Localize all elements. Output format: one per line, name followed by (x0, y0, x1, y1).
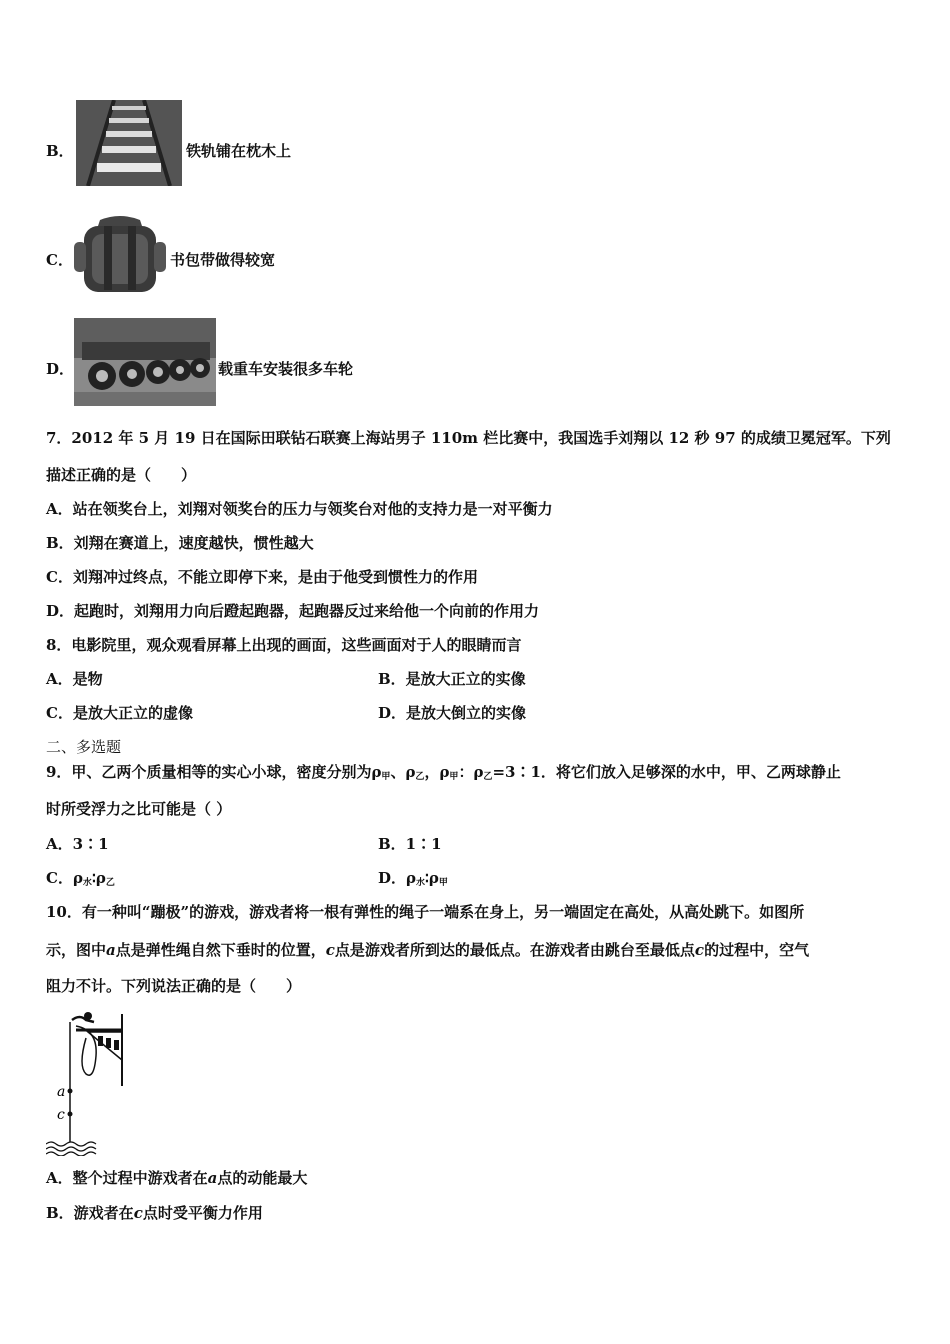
q7-option-b: B．刘翔在赛道上，速度越快，惯性越大 (46, 534, 314, 552)
q7-stem-line1: 7．2012 年 5 月 19 日在国际田联钻石联赛上海站男子 110m 栏比赛中，我国选手刘翔以 12 秒 97 的成绩卫冕冠军。下列 (46, 429, 891, 447)
q7-option-c: C．刘翔冲过终点，不能立即停下来，是由于他受到惯性力的作用 (46, 568, 478, 586)
q8-option-c: C．是放大正立的虚像 (46, 704, 193, 722)
railway-tracks-photo (76, 100, 182, 186)
option-label: B． (46, 142, 74, 160)
bungee-diagram (46, 1008, 136, 1156)
q7-option-a: A．站在领奖台上，刘翔对领奖台的压力与领奖台对他的支持力是一对平衡力 (46, 500, 553, 518)
point-c-marker (68, 1112, 73, 1117)
option-label: C． (46, 251, 73, 269)
option-caption: 载重车安装很多车轮 (218, 360, 354, 378)
point-a-marker (68, 1089, 73, 1094)
q10-stem-line1: 10．有一种叫“蹦极”的游戏，游戏者将一根有弹性的绳子一端系在身上，另一端固定在高处，从高处跳下。如图所 (46, 903, 805, 921)
q8-option-d: D．是放大倒立的实像 (378, 704, 527, 722)
q10-option-a: A．整个过程中游戏者在a点的动能最大 (46, 1169, 308, 1187)
option-label: D． (46, 360, 75, 378)
section-heading: 二、多选题 (46, 738, 122, 756)
q10-option-b: B．游戏者在c点时受平衡力作用 (46, 1204, 263, 1222)
heavy-truck-photo (74, 318, 216, 406)
point-a-label: a (57, 1084, 66, 1100)
q10-stem-line3: 阻力不计。下列说法正确的是（ ） (46, 977, 302, 995)
q9-option-d: D．$\rho_水∶\rho_甲$ (378, 869, 448, 888)
q8-stem: 8．电影院里，观众观看屏幕上出现的画面，这些画面对于人的眼睛而言 (46, 636, 522, 654)
q9-option-b: B．1∶1 (378, 835, 442, 853)
q8-option-b: B．是放大正立的实像 (378, 670, 526, 688)
q8-option-a: A．是物 (46, 670, 103, 688)
q9-option-a: A．3∶1 (46, 835, 109, 853)
q9-stem-line1: 9．甲、乙两个质量相等的实心小球，密度分别为$\rho_甲$、$\rho_乙$，$\rho_甲$：$\rho_乙=3∶1$．将它们放入足够深的水中，甲、乙两球静止 (46, 763, 841, 782)
point-c-label: c (57, 1107, 65, 1123)
q10-stem-line2: 示，图中a点是弹性绳自然下垂时的位置，c点是游戏者所到达的最低点。在游戏者由跳台至最低点c的过程中，空气 (46, 941, 810, 959)
q7-stem-line2: 描述正确的是（ ） (46, 466, 197, 484)
q7-option-d: D．起跑时，刘翔用力向后蹬起跑器，起跑器反过来给他一个向前的作用力 (46, 602, 540, 620)
option-caption: 铁轨铺在枕木上 (186, 142, 292, 160)
q9-stem-line2: 时所受浮力之比可能是（ ） (46, 800, 232, 818)
q9-option-c: C．$\rho_水∶\rho_乙$ (46, 869, 115, 888)
schoolbag-photo (70, 212, 170, 296)
option-caption: 书包带做得较宽 (170, 251, 276, 269)
